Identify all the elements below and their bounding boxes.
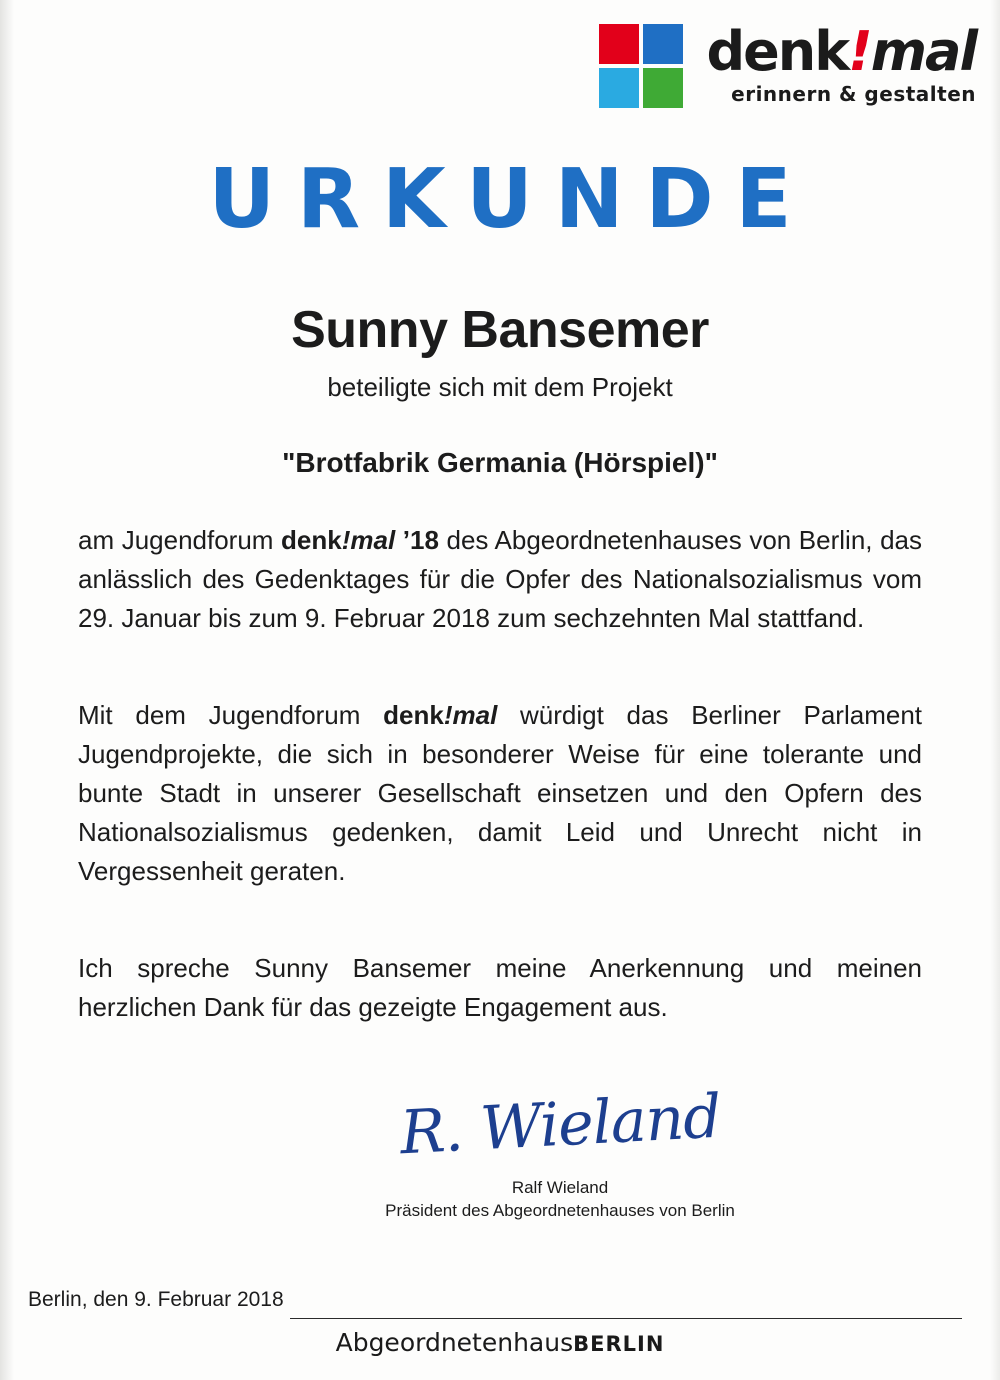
recipient-name: Sunny Bansemer	[291, 301, 709, 359]
project-title: "Brotfabrik Germania (Hörspiel)"	[282, 447, 718, 478]
p2-bold-bangmal: !mal	[443, 700, 498, 730]
logo-square-top-right	[643, 24, 683, 64]
logo-word-line	[706, 20, 977, 83]
handwritten-signature: R. Wieland	[398, 1081, 722, 1169]
logo-exclamation: !	[848, 20, 871, 83]
logo-squares-icon	[599, 24, 695, 112]
p1-part1: am Jugendforum	[78, 525, 282, 555]
certificate-body	[78, 300, 922, 1027]
logo-wordmark	[707, 20, 977, 106]
p1-part2: des Abgeordnetenhauses von Berlin, das anlässlich des Gedenktages für die Opfer des Nationalsozialismus vom 29. Januar bis zum 9. Februar 2018 zum sechzehnten Mal stattfand.	[78, 525, 922, 633]
logo-word-mal: mal	[870, 20, 976, 83]
signatory-role: Präsident des Abgeordnetenhauses von Berlin	[385, 1201, 735, 1220]
logo-square-bottom-left	[599, 68, 639, 108]
paragraph-one	[78, 521, 922, 638]
paragraph-two	[78, 696, 922, 891]
denkmal-logo	[599, 20, 977, 112]
signature-block	[0, 1081, 1000, 1221]
participation-subline: beteiligte sich mit dem Projekt	[327, 372, 673, 402]
p2-bold-denk: denk	[383, 700, 444, 730]
p2-part1: Mit dem Jugendforum	[78, 700, 384, 730]
paragraph-three: Ich spreche Sunny Bansemer meine Anerkennung und meinen herzlichen Dank für das gezeigte Engagement aus.	[78, 953, 922, 1022]
signatory-name: Ralf Wieland	[511, 1178, 609, 1197]
footer-brand-city: BERLIN	[573, 1332, 665, 1356]
p1-bold-denk: denk	[281, 525, 342, 555]
p1-bold-bangmal: !mal	[341, 525, 396, 555]
logo-word-denk: denk	[706, 20, 849, 83]
logo-square-top-left	[599, 24, 639, 64]
logo-subtitle: erinnern & gestalten	[731, 82, 976, 106]
logo-square-bottom-right	[643, 68, 683, 108]
footer-brand	[0, 1328, 1000, 1357]
footer-brand-main: Abgeordnetenhaus	[335, 1328, 574, 1357]
footer-divider	[290, 1318, 962, 1319]
place-and-date: Berlin, den 9. Februar 2018	[28, 1288, 284, 1311]
p2-part2: würdigt das Berliner Parlament Jugendprojekte, die sich in besonderer Weise für eine tolerante und bunte Stadt in unserer Gesellschaft einsetzen und den Opfern des Nationalsozialismus gedenken, damit Leid und Unrecht nicht in Vergessenheit geraten.	[78, 700, 923, 886]
p1-bold-year: ’18	[395, 525, 439, 555]
page-title: URKUNDE	[208, 152, 814, 247]
